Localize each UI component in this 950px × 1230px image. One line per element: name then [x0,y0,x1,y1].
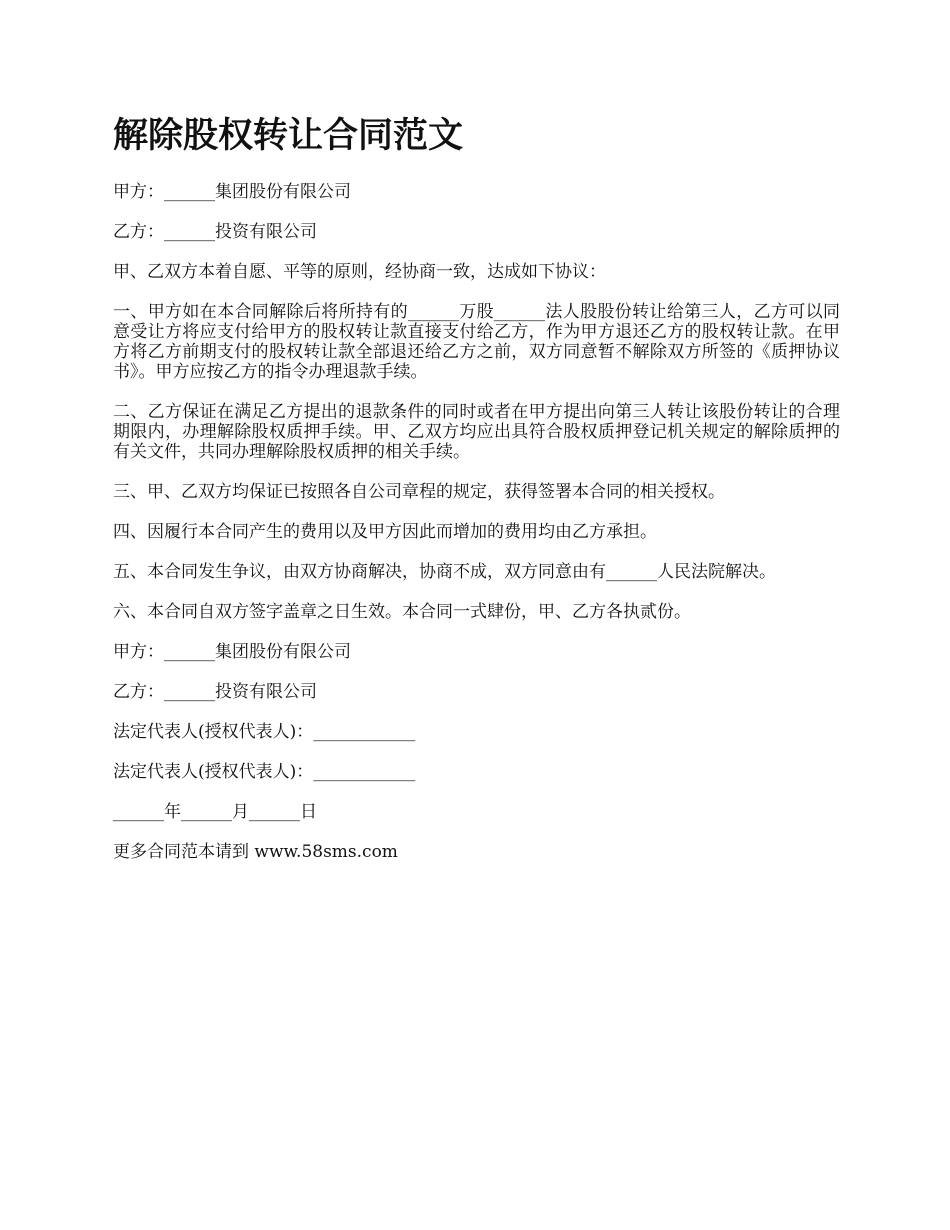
party-b-line: 乙方：______投资有限公司 [113,222,317,242]
signature-party-a: 甲方：______集团股份有限公司 [113,642,351,662]
party-a-line: 甲方：______集团股份有限公司 [113,182,351,202]
clause-4: 四、因履行本合同产生的费用以及甲方因此而增加的费用均由乙方承担。 [113,522,657,542]
clause-5: 五、本合同发生争议，由双方协商解决，协商不成，双方同意由有______人民法院解决。 [113,562,776,582]
clause-3: 三、甲、乙双方均保证已按照各自公司章程的规定，获得签署本合同的相关授权。 [113,482,725,502]
document-title: 解除股权转让合同范文 [113,115,464,156]
footer-link-text: 更多合同范本请到 www.58sms.com [113,842,398,862]
contract-document [113,112,840,862]
legal-representative-a: 法定代表人(授权代表人)：____________ [113,722,416,742]
clause-2: 二、乙方保证在满足乙方提出的退款条件的同时或者在甲方提出向第三人转让该股份转让的合理期限内，办理解除股权质押手续。甲、乙双方均应出具符合股权质押登记机关规定的解除质押的有关文件，共同办理解除股权质押的相关手续。 [113,402,840,462]
clause-6: 六、本合同自双方签字盖章之日生效。本合同一式肆份，甲、乙方各执贰份。 [113,602,691,622]
intro-paragraph: 甲、乙双方本着自愿、平等的原则，经协商一致，达成如下协议： [113,262,606,282]
signing-date: ______年______月______日 [113,802,317,822]
signature-party-b: 乙方：______投资有限公司 [113,682,317,702]
legal-representative-b: 法定代表人(授权代表人)：____________ [113,762,416,782]
clause-1: 一、甲方如在本合同解除后将所持有的______万股______法人股股份转让给第三人，乙方可以同意受让方将应支付给甲方的股权转让款直接支付给乙方，作为甲方退还乙方的股权转让款。在甲方将乙方前期支付的股权转让款全部退还给乙方之前，双方同意暂不解除双方所签的《质押协议书》。甲方应按乙方的指令办理退款手续。 [113,302,840,382]
